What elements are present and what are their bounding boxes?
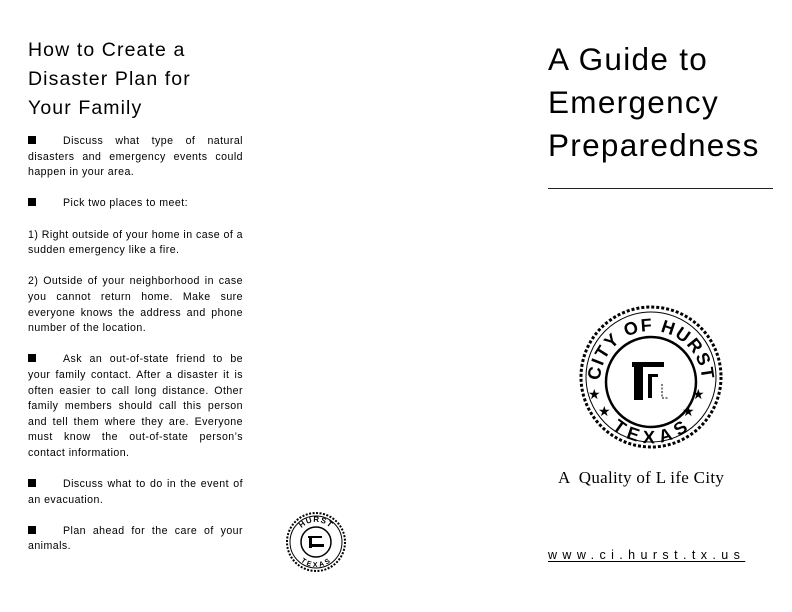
- tagline: A Quality of L ife City: [558, 468, 725, 487]
- list-item: [28, 196, 243, 212]
- cover-panel: [548, 38, 778, 167]
- guide-title-line: Preparedness: [548, 127, 760, 163]
- website-link[interactable]: www.ci.hurst.tx.us: [548, 548, 746, 562]
- list-item: [28, 274, 243, 336]
- list-item: [28, 352, 243, 461]
- seal-top-text: HURST: [297, 514, 336, 530]
- city-seal-icon: [576, 302, 726, 452]
- svg-text:TEXAS: [609, 415, 693, 447]
- black-square-icon: [28, 354, 36, 362]
- list-item-text: Plan ahead for the care of your animals.: [28, 524, 243, 553]
- svg-text:TEXAS: [300, 557, 333, 569]
- list-item-text: Pick two places to meet:: [63, 197, 189, 210]
- black-square-icon: [28, 526, 36, 534]
- plan-title: [28, 36, 243, 123]
- list-item: [28, 134, 243, 181]
- star-icon: ★: [598, 404, 611, 420]
- list-item: [28, 228, 243, 259]
- star-icon: ★: [588, 387, 601, 403]
- list-item-text: 1) Right outside of your home in case of a sudden emergency like a fire.: [28, 228, 243, 257]
- left-panel: [28, 36, 243, 571]
- list-item-text: 2) Outside of your neighborhood in case you cannot return home. Make sure everyone knows the address and phone number of the location.: [28, 275, 243, 335]
- seal-bottom-text: TEXAS: [609, 415, 693, 448]
- seal-top-text: CITY OF HURST: [583, 314, 719, 382]
- city-seal-icon: [284, 510, 348, 574]
- plan-steps-list: [28, 134, 243, 555]
- black-square-icon: [28, 136, 36, 144]
- list-item: [28, 477, 243, 508]
- plan-title-line: Your Family: [28, 97, 143, 119]
- plan-title-line: How to Create a: [28, 39, 186, 61]
- list-item-text: Discuss what to do in the event of an evacuation.: [28, 478, 243, 506]
- black-square-icon: [28, 198, 36, 206]
- guide-title-line: Emergency: [548, 84, 720, 120]
- black-square-icon: [28, 479, 36, 487]
- plan-title-line: Disaster Plan for: [28, 68, 191, 90]
- star-icon: ★: [682, 404, 695, 420]
- list-item-text: Discuss what type of natural disasters and emergency events could happen in your area.: [28, 135, 243, 179]
- list-item-text: Ask an out-of-state friend to be your family contact. After a disaster it is often easier to call long distance. Other family members should call this person and tell them where they are. Everyone must know the out-of-state person’s contact information.: [28, 353, 243, 459]
- title-divider: [548, 188, 773, 189]
- seal-bottom-text: TEXAS: [299, 557, 333, 570]
- star-icon: ★: [692, 387, 705, 403]
- list-item: [28, 524, 243, 555]
- guide-title: [548, 38, 778, 167]
- guide-title-line: A Guide to: [548, 41, 709, 77]
